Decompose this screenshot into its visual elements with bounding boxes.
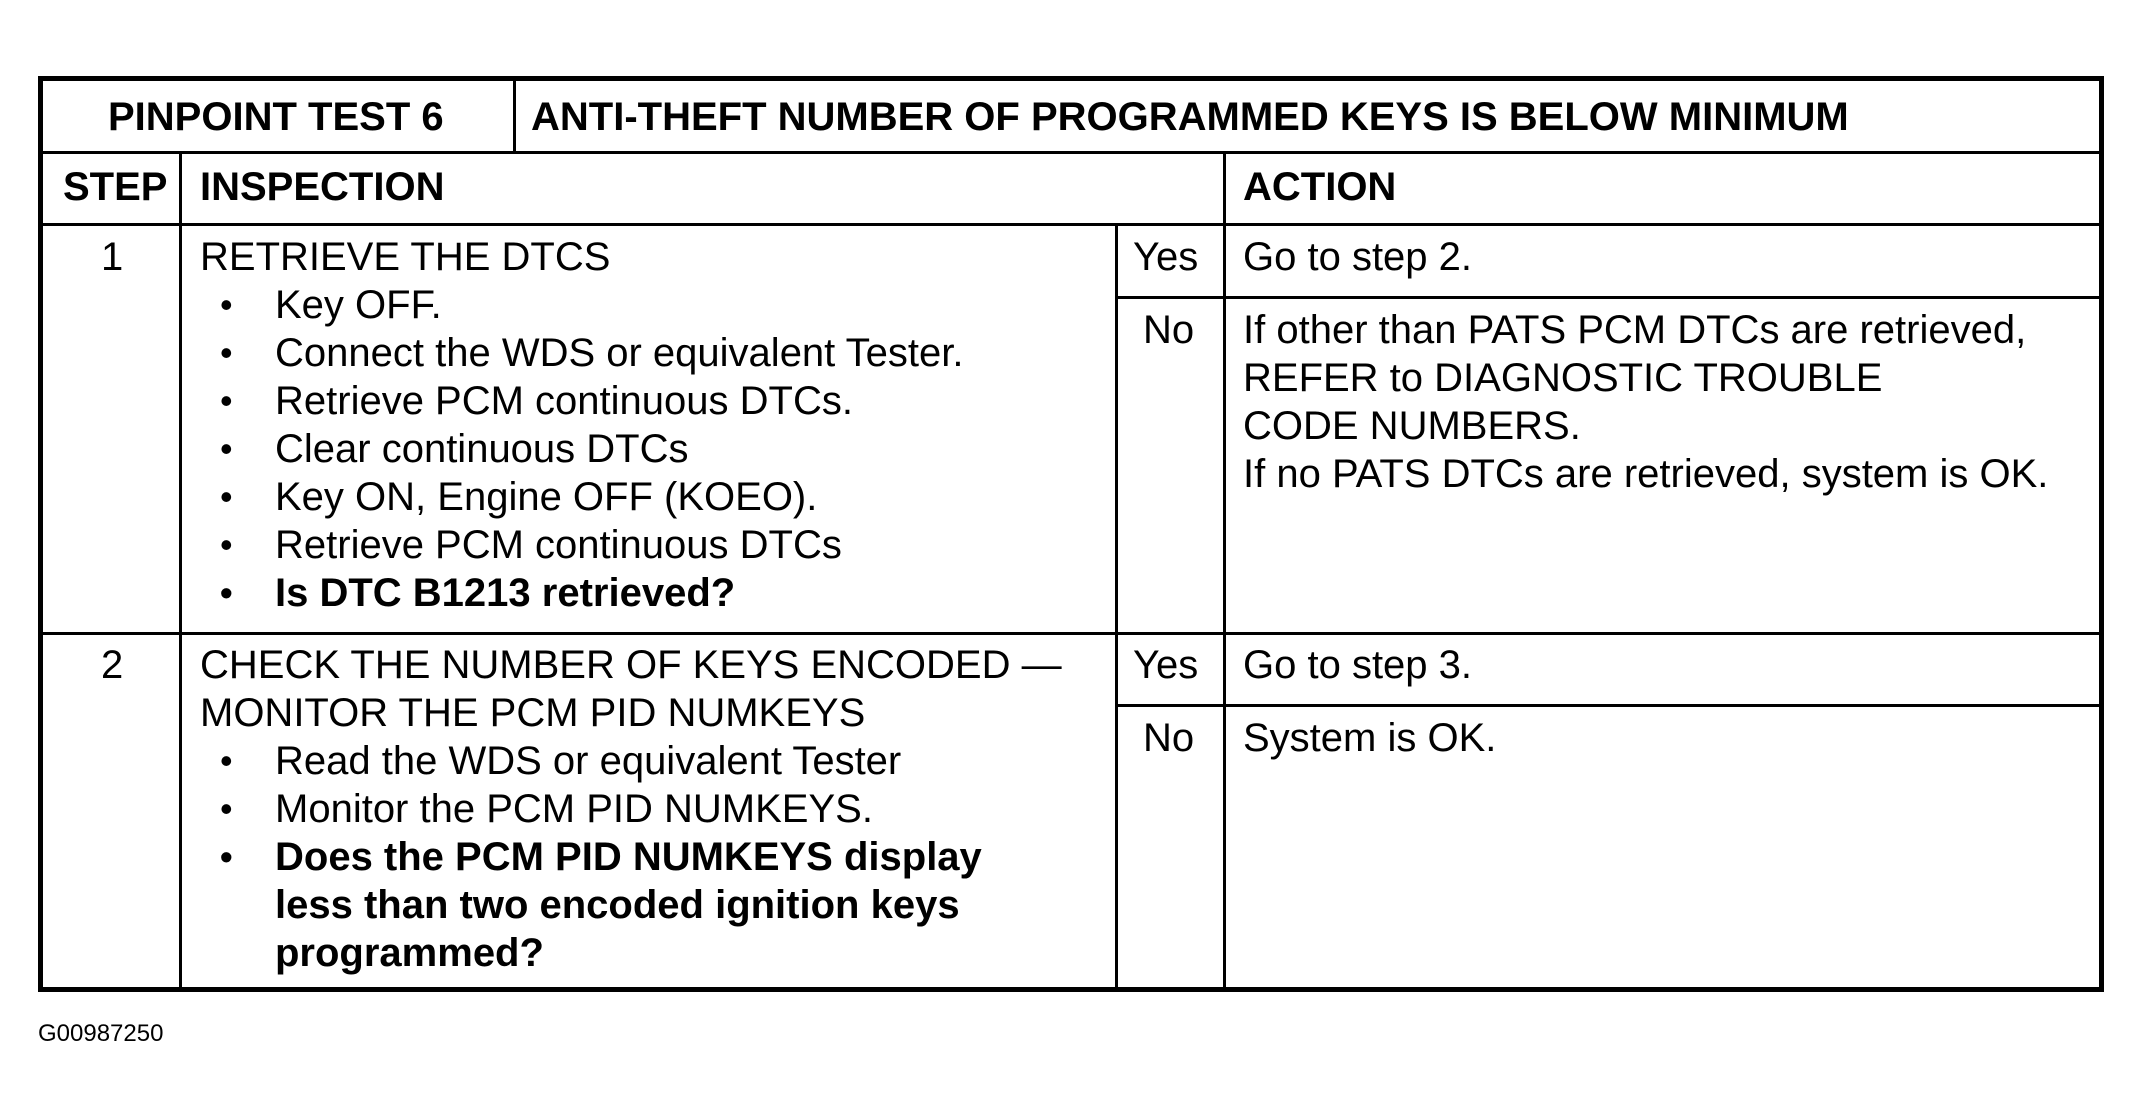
header-bottom-line: [43, 151, 2099, 154]
step-2-bullet-list: [200, 737, 982, 881]
list-item: • Key OFF.: [200, 281, 964, 329]
column-header-inspection: INSPECTION: [200, 165, 445, 209]
step-2-yes-label: Yes: [1133, 643, 1199, 687]
column-header-step: STEP: [63, 165, 168, 209]
step-2-title-line-1: CHECK THE NUMBER OF KEYS ENCODED —: [200, 643, 1062, 687]
step-1-no-action-line-4: If no PATS DTCs are retrieved, system is OK.: [1243, 452, 2049, 496]
step-2-question-line-1: • Does the PCM PID NUMKEYS display: [200, 833, 982, 881]
column-header-action: ACTION: [1243, 165, 1397, 209]
step-2-question-line-3: programmed?: [275, 931, 544, 975]
list-item: • Clear continuous DTCs: [200, 425, 964, 473]
list-item: • Retrieve PCM continuous DTCs: [200, 521, 964, 569]
step-2-no-action-line-1: System is OK.: [1243, 716, 1497, 760]
step-2-yes-action: Go to step 3.: [1243, 643, 1473, 687]
pinpoint-test-table: [38, 76, 2104, 992]
list-item: • Connect the WDS or equivalent Tester.: [200, 329, 964, 377]
header-divider: [513, 81, 516, 153]
step-1-number: 1: [101, 235, 124, 279]
figure-id: G00987250: [38, 1020, 164, 1047]
step-2-yes-no-divider: [1115, 704, 2099, 707]
step-1-no-action-line-2: REFER to DIAGNOSTIC TROUBLE: [1243, 356, 1883, 400]
step-1-no-action-line-1: If other than PATS PCM DTCs are retrieved,: [1243, 308, 2027, 352]
test-label: PINPOINT TEST 6: [108, 95, 444, 139]
step-1-no-action-line-3: CODE NUMBERS.: [1243, 404, 1581, 448]
step-1-bottom-line: [43, 632, 2099, 635]
list-item: • Key ON, Engine OFF (KOEO).: [200, 473, 964, 521]
step-column-divider: [179, 153, 182, 987]
step-1-yes-no-divider: [1115, 296, 2099, 299]
step-1-bullet-list: [200, 281, 964, 617]
list-item: • Monitor the PCM PID NUMKEYS.: [200, 785, 982, 833]
step-2-number: 2: [101, 643, 124, 687]
action-column-divider: [1223, 153, 1226, 987]
step-1-title: RETRIEVE THE DTCS: [200, 235, 611, 279]
step-2-title-line-2: MONITOR THE PCM PID NUMKEYS: [200, 691, 866, 735]
step-2-question-line-2: less than two encoded ignition keys: [275, 883, 960, 927]
list-item: • Read the WDS or equivalent Tester: [200, 737, 982, 785]
step-1-yes-label: Yes: [1133, 235, 1199, 279]
step-2-no-label: No: [1143, 716, 1195, 760]
step-1-question: • Is DTC B1213 retrieved?: [200, 569, 964, 617]
step-1-yes-action: Go to step 2.: [1243, 235, 1473, 279]
column-header-bottom-line: [43, 223, 2099, 226]
test-title: ANTI-THEFT NUMBER OF PROGRAMMED KEYS IS BELOW MINIMUM: [531, 95, 1849, 139]
yesno-column-divider: [1115, 226, 1118, 987]
step-1-no-label: No: [1143, 308, 1195, 352]
list-item: • Retrieve PCM continuous DTCs.: [200, 377, 964, 425]
